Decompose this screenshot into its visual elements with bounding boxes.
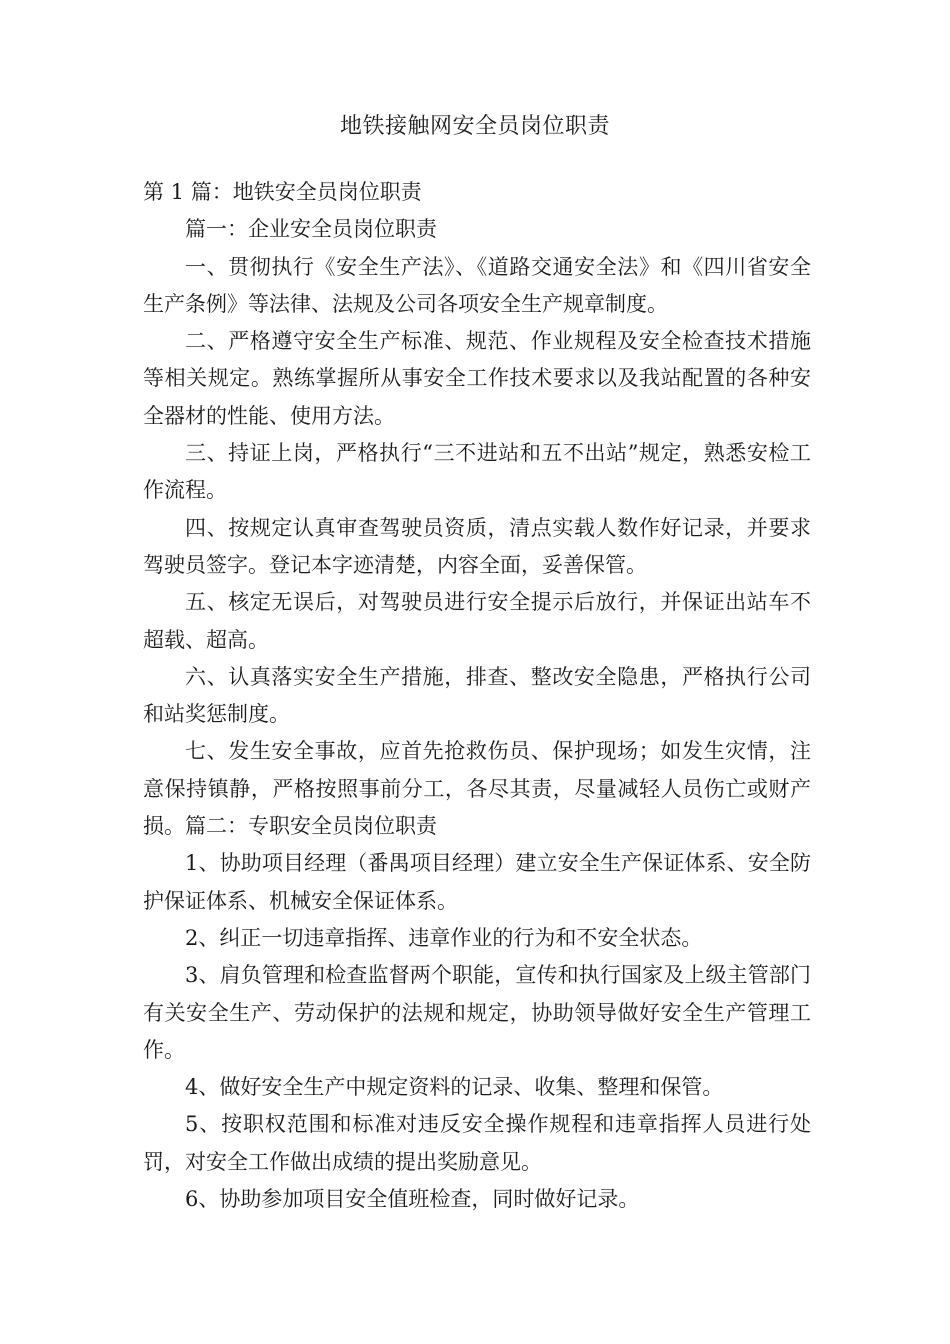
paragraph: 6、协助参加项目安全值班检查，同时做好记录。 [185,1187,640,1212]
paragraph: 四、按规定认真审查驾驶员资质，清点实载人数作好记录，并要求驾驶员签字。登记本字迹清楚，内容全面，妥善保管。 [143,515,811,577]
paragraph: 5、按职权范围和标准对违反安全操作规程和违章指挥人员进行处罚，对安全工作做出成绩的提出奖励意见。 [143,1112,811,1174]
paragraph: 二、严格遵守安全生产标准、规范、作业规程及安全检查技术措施等相关规定。熟练掌握所从事安全工作技术要求以及我站配置的各种安全器材的性能、使用方法。 [143,329,811,428]
paragraph: 2、纠正一切违章指挥、违章作业的行为和不安全状态。 [185,925,703,950]
paragraph: 4、做好安全生产中规定资料的记录、收集、整理和保管。 [185,1075,724,1100]
document-body [143,174,811,1218]
paragraph: 五、核定无误后，对驾驶员进行安全提示后放行，并保证出站车不超载、超高。 [143,590,811,652]
subsection-heading: 篇一：企业安全员岗位职责 [185,217,437,242]
paragraph: 三、持证上岗，严格执行“三不进站和五不出站”规定，熟悉安检工作流程。 [143,441,811,503]
paragraph: 一、贯彻执行《安全生产法》、《道路交通安全法》和《四川省安全生产条例》等法律、法规及公司各项安全生产规章制度。 [143,254,811,316]
paragraph: 3、肩负管理和检查监督两个职能，宣传和执行国家及上级主管部门有关安全生产、劳动保护的法规和规定，协助领导做好安全生产管理工作。 [143,963,811,1062]
paragraph: 六、认真落实安全生产措施，排查、整改安全隐患，严格执行公司和站奖惩制度。 [143,664,811,727]
document-title: 地铁接触网安全员岗位职责 [339,114,610,139]
section-heading: 第 1 篇：地铁安全员岗位职责 [143,180,422,204]
paragraph: 七、发生安全事故，应首先抢救伤员、保护现场；如发生灾情，注意保持镇静，严格按照事前分工，各尽其责，尽量减轻人员伤亡或财产损。篇二：专职安全员岗位职责 [143,739,811,839]
paragraph: 1、协助项目经理（番禺项目经理）建立安全生产保证体系、安全防护保证体系、机械安全保证体系。 [143,851,811,913]
